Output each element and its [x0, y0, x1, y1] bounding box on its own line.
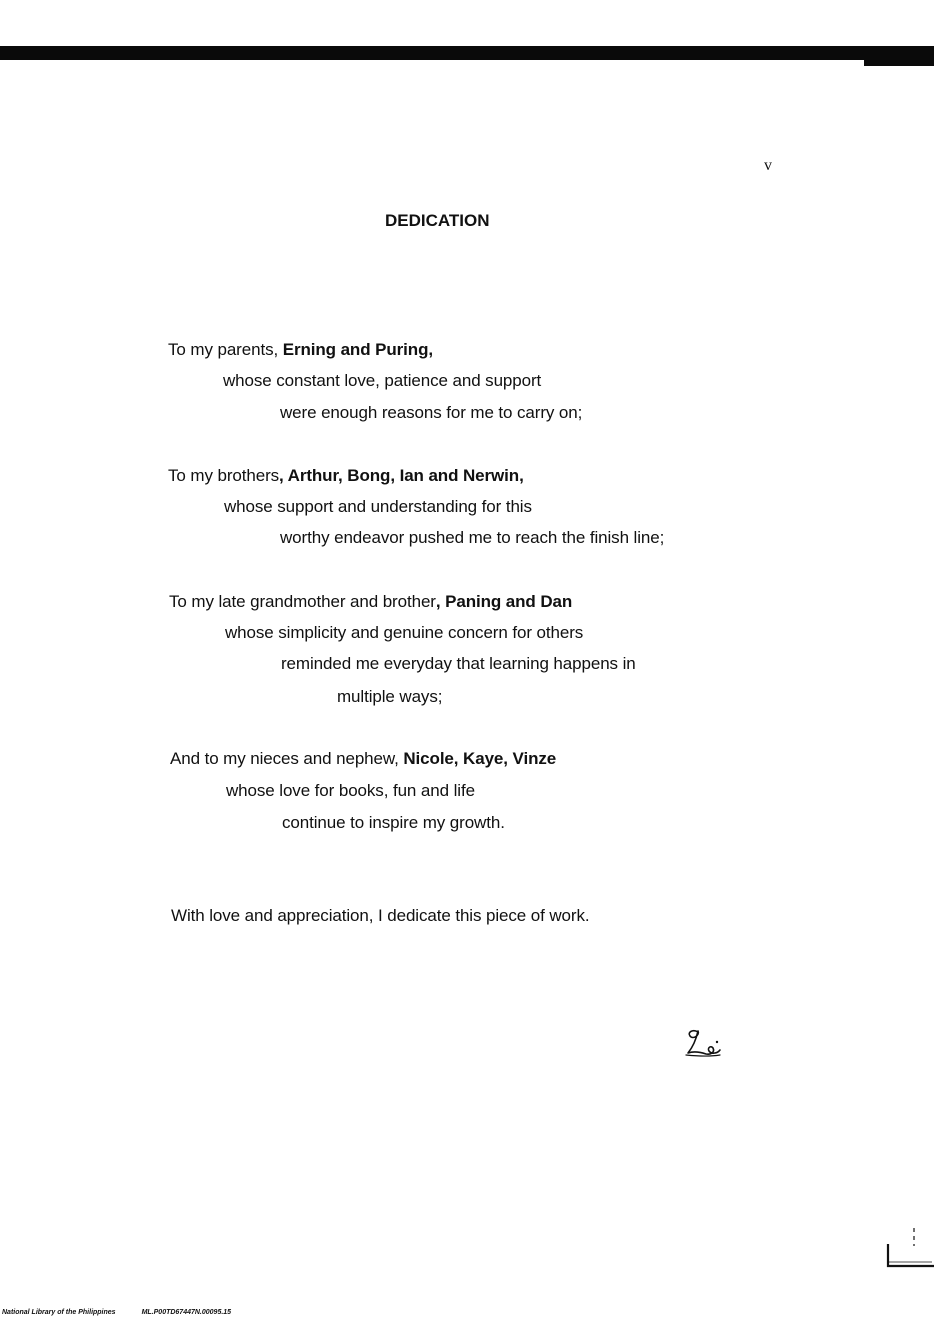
page-title: DEDICATION — [385, 211, 490, 230]
stanza-1-line-1: To my parents, Erning and Puring, — [168, 340, 433, 359]
stanza-3-line-3: reminded me everyday that learning happens in — [281, 654, 636, 673]
scan-corner-mark — [884, 1228, 934, 1272]
stanza-4-line-2: whose love for books, fun and life — [226, 781, 475, 800]
stanza-2-line-2: whose support and understanding for this — [224, 497, 532, 516]
signature-mark — [684, 1026, 724, 1060]
stanza-2-line-1: To my brothers, Arthur, Bong, Ian and Nerwin, — [168, 466, 524, 485]
stanza-3-line-1: To my late grandmother and brother, Paning and Dan — [169, 592, 573, 611]
page-number: v — [764, 157, 772, 174]
stanza-4-line-1: And to my nieces and nephew, Nicole, Kaye, Vinze — [170, 749, 557, 768]
stanza-1-line-3: were enough reasons for me to carry on; — [280, 403, 583, 422]
stanza-1-line-2: whose constant love, patience and support — [223, 371, 542, 390]
stanza-3-line-2: whose simplicity and genuine concern for others — [225, 623, 584, 642]
stanza-3-line-4: multiple ways; — [337, 687, 443, 706]
closing-line: With love and appreciation, I dedicate this piece of work. — [171, 906, 590, 925]
footer-code: ML.P00TD67447N.00095.15 — [141, 1309, 232, 1316]
footer-library: National Library of the Philippines — [2, 1309, 116, 1316]
scan-top-border — [0, 46, 934, 60]
stanza-4-line-3: continue to inspire my growth. — [282, 813, 505, 832]
stanza-2-line-3: worthy endeavor pushed me to reach the finish line; — [280, 528, 665, 547]
scan-top-border-tail — [864, 58, 934, 66]
library-footer — [2, 1309, 231, 1316]
